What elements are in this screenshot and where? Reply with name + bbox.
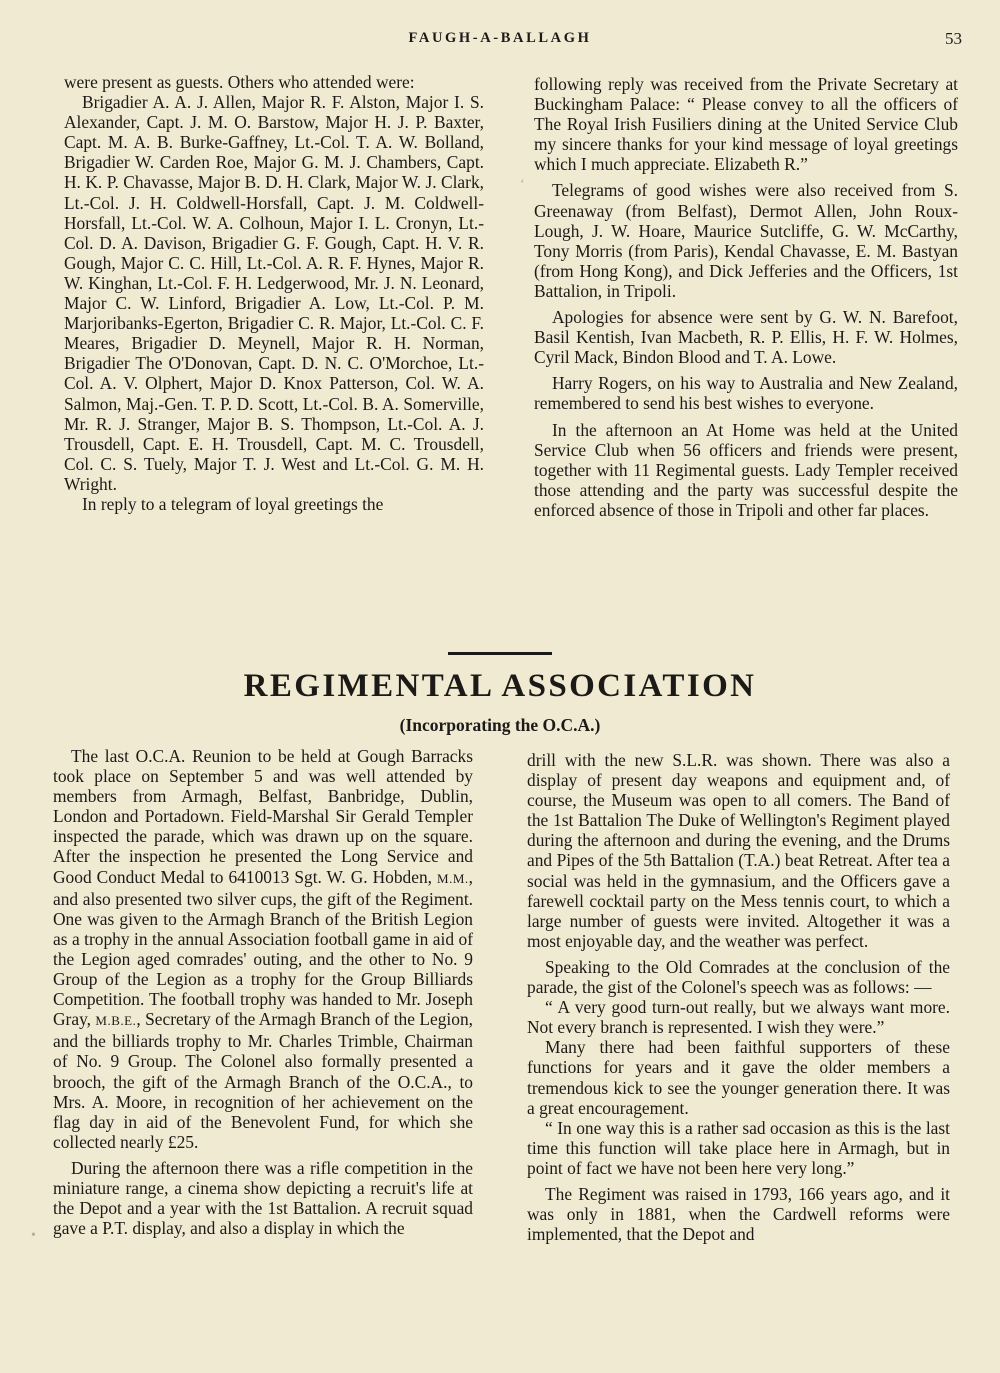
section-subtitle: (Incorporating the O.C.A.)	[399, 715, 601, 735]
print-speck: ‘	[520, 177, 525, 192]
paragraph: Telegrams of good wishes were also received from S. Greenaway (from Belfast), Dermot Allen, John Roux-Lough, J. W. Hoare, Maurice Sutcliffe, G. W. McCarthy, Tony Morris (from Paris), Kendal Chavasse, E. M. Bastyan (from Hong Kong), and Dick Jefferies and the Officers, 1st Battalion, in Tripoli.	[534, 180, 958, 301]
quotation: “ In one way this is a rather sad occasion as this is the last time this function will take place here in Armagh, but in point of fact we have not been here very long.”	[527, 1117, 950, 1178]
text-run: , Secretary of the Armagh Branch of the Legion, and the billiards trophy to Mr. Charles Trimble, Chairman of No. 9 Group. The Colonel also formally presented a brooch, the gift of the Armagh Branch of the O.C.A., to Mrs. A. Moore, in recognition of her achievement on the flag day in aid of the Benevolent Fund, for which she collected nearly £25.	[53, 1009, 473, 1152]
top-left-column	[64, 72, 484, 514]
paragraph: Many there had been faithful supporters of these functions for years and it gave the older members a tremendous kick to see the younger generation there. It was a great encouragement.	[527, 1037, 950, 1118]
page-number: 53	[945, 29, 962, 48]
page-header	[0, 30, 1000, 52]
paragraph: During the afternoon there was a rifle competition in the miniature range, a cinema show depicting a recruit's life at the Depot and a year with the 1st Battalion. A recruit squad gave a P.T. display, and also a display in which the	[53, 1157, 473, 1239]
paragraph: Speaking to the Old Comrades at the conclusion of the parade, the gist of the Colonel's speech was as follows: —	[527, 956, 950, 998]
post-nominal: M.M.	[437, 870, 469, 886]
attendee-list: Brigadier A. A. J. Allen, Major R. F. Alston, Major I. S. Alexander, Capt. J. M. O. Barstow, Major H. J. P. Baxter, Capt. M. A. B. Burke-Gaffney, Lt.-Col. T. A. W. Bolland, Brigadier W. Carden Roe, Major G. M. J. Chambers, Capt. H. K. P. Chavasse, Major B. D. H. Clark, Major W. J. Clark, Lt.-Col. J. H. Coldwell-Horsfall, Capt. J. M. Coldwell-Horsfall, Lt.-Col. W. A. Colhoun, Major I. L. Cronyn, Lt.-Col. D. A. Davison, Brigadier G. F. Gough, Capt. H. V. R. Gough, Major C. C. Hill, Lt.-Col. A. R. F. Hynes, Major R. W. Kinghan, Lt.-Col. F. H. Ledgerwood, Mr. J. N. Leonard, Major C. W. Linford, Brigadier A. Low, Lt.-Col. P. M. Marjoribanks-Egerton, Brigadier C. R. Major, Lt.-Col. C. F. Meares, Brigadier D. Meynell, Major R. H. Norman, Brigadier The O'Donovan, Capt. D. N. C. O'Morchoe, Lt.-Col. A. V. Olphert, Major D. Knox Patterson, Col. W. A. Salmon, Maj.-Gen. T. P. D. Scott, Lt.-Col. B. A. Somerville, Mr. R. J. Stranger, Major B. S. Thompson, Lt.-Col. A. J. Trousdell, Capt. E. H. Trousdell, Capt. M. C. Trousdell, Col. C. S. Tuely, Major T. J. West and Lt.-Col. G. M. H. Wright.	[64, 92, 484, 494]
paragraph: In reply to a telegram of loyal greetings the	[82, 493, 384, 514]
paragraph: following reply was received from the Private Secretary at Buckingham Palace: “ Please convey to all the officers of The Royal Irish Fusiliers dining at the United Service Club my sincere thanks for your kind message of loyal greetings which I much appreciate. Elizabeth R.”	[534, 74, 958, 175]
paragraph: Apologies for absence were sent by G. W. N. Barefoot, Basil Kentish, Ivan Macbeth, R. P. Ellis, H. F. W. Holmes, Cyril Mack, Bindon Blood and T. A. Lowe.	[534, 307, 958, 368]
text-run: The last O.C.A. Reunion to be held at Gough Barracks took place on September 5 and was well attended by members from Armagh, Belfast, Banbridge, Dublin, London and Portadown. Field-Marshal Sir Gerald Templer inspected the parade, which was drawn up on the square. After the inspection he presented the Long Service and Good Conduct Medal to 6410013 Sgt. W. G. Hobden,	[53, 746, 473, 887]
top-right-column	[534, 74, 958, 520]
bottom-right-column	[527, 750, 950, 1244]
bottom-left-column	[53, 746, 473, 1238]
text-run: , and also presented two silver cups, the gift of the Regiment. One was given to the Armagh Branch of the British Legion as a trophy in the annual Association football game in aid of the Legion aged comrades' outing, and the other to No. 9 Group of the Legion as a trophy for the Group Billiards Competition. The football trophy was handed to Mr. Joseph Gray,	[53, 866, 473, 1030]
quotation: “ A very good turn-out really, but we always want more. Not every branch is represented. I wish they were.”	[527, 997, 950, 1038]
print-speck: •	[31, 1228, 36, 1243]
paragraph: drill with the new S.L.R. was shown. There was also a display of present day weapons and equipment and, of course, the Museum was open to all comers. The Band of the 1st Battalion The Duke of Wellington's Regiment played during the afternoon and during the evening, and the Drums and Pipes of the 5th Battalion (T.A.) beat Retreat. After tea a social was held in the gymnasium, and the Officers gave a farewell cocktail party on the Mess tennis court, to which a large number of guests were invited. Altogether it was a most enjoyable day, and the weather was perfect.	[527, 750, 950, 951]
section-divider	[448, 652, 552, 655]
post-nominal: M.B.E.	[95, 1013, 137, 1029]
paragraph: In the afternoon an At Home was held at the United Service Club when 56 officers and friends were present, together with 11 Regimental guests. Lady Templer received those attending and the party was successful despite the enforced absence of those in Tripoli and other far places.	[534, 419, 958, 520]
paragraph: The Regiment was raised in 1793, 166 years ago, and it was only in 1881, when the Cardwell reforms were implemented, that the Depot and	[527, 1183, 950, 1245]
section-title: REGIMENTAL ASSOCIATION	[243, 668, 757, 704]
paragraph	[53, 746, 473, 1152]
paragraph: were present as guests. Others who attended were:	[64, 72, 415, 92]
running-title: FAUGH-A-BALLAGH	[408, 30, 592, 46]
paragraph: Harry Rogers, on his way to Australia and New Zealand, remembered to send his best wishes to everyone.	[534, 373, 958, 414]
